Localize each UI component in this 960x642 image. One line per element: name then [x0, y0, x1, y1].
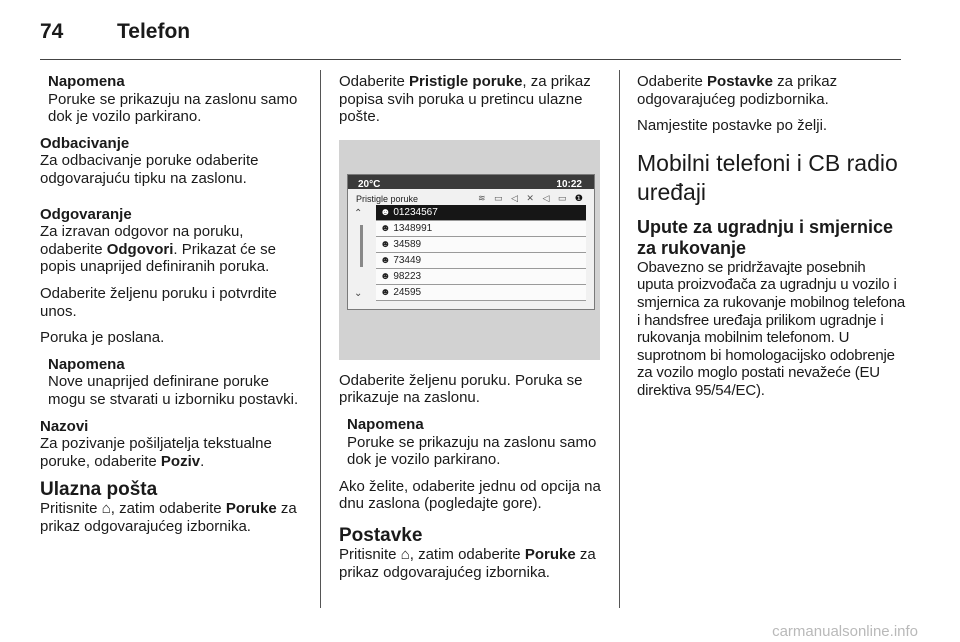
- inbox-heading: Ulazna pošta: [40, 479, 158, 501]
- inbox-intro: [339, 73, 603, 126]
- reject-heading: Odbacivanje: [40, 134, 130, 152]
- reply-text-b: . Prikazat će se popis unaprijed definiranih poruka.: [40, 240, 276, 276]
- note-text: Nove unaprijed definirane poruke mogu se stvarati u izborniku postavki.: [48, 373, 299, 408]
- clock: 10:22: [556, 178, 582, 190]
- message-sender: 34589: [393, 238, 422, 250]
- after-screen-text: Odaberite željenu poruku. Poruka se prikazuje na zaslonu.: [339, 371, 583, 407]
- scroll-up-icon[interactable]: ⌃: [354, 207, 363, 219]
- list-item[interactable]: ☻ 24595: [376, 285, 586, 301]
- display-screen: [347, 174, 595, 310]
- note-heading: Napomena: [48, 355, 125, 373]
- list-item[interactable]: ☻ 1348991: [376, 221, 586, 237]
- sent-text: Poruka je poslana.: [40, 329, 165, 347]
- list-item[interactable]: ☻ 01234567: [376, 205, 586, 221]
- page-header: [0, 0, 960, 60]
- list-item[interactable]: ☻ 73449: [376, 253, 586, 269]
- note-parked: [48, 73, 302, 126]
- adjust-text: Namjestite postavke po želji.: [637, 117, 828, 135]
- inbox-text-c: za prikaz odgovarajućeg izbornika.: [40, 500, 297, 535]
- installation-text: Obavezno se pridržavajte posebnih uputa proizvođača za ugradnju u vozilo i smjernica za rukovanje mobilnog telefona i handsfree uređaja prilikom ugradnje i rukovanja mobilnim telefonom. U suprotnom bi homologacijsko odobrenje za vozilo moglo postati nevažeće (EU direktiva 95/54/EC).: [637, 258, 905, 399]
- bluetooth-icon: ❶: [574, 192, 586, 203]
- column-2: [339, 73, 603, 590]
- select-text: Odaberite željenu poruku i potvrdite unos.: [40, 284, 277, 320]
- home-icon: ⌂: [101, 500, 111, 518]
- settings-bold: Poruke: [524, 545, 576, 563]
- inbox-screen-illustration: [339, 140, 600, 360]
- screen-title-bar: [348, 189, 594, 204]
- intro-bold: Pristigle poruke: [409, 73, 523, 90]
- message-sender: 24595: [393, 286, 422, 298]
- settings-text-a: Pritisnite: [339, 545, 401, 563]
- list-item[interactable]: ☻ 98223: [376, 269, 586, 285]
- p1-a: Odaberite: [637, 73, 708, 90]
- temperature: 20°C: [358, 178, 381, 190]
- note-heading: Napomena: [347, 415, 424, 433]
- settings-text: [339, 546, 603, 581]
- page-number: 74: [40, 20, 64, 43]
- message-list: [376, 205, 586, 301]
- header-rule: [40, 59, 901, 60]
- reject-text: Za odbacivanje poruke odaberite odgovarajuću tipku na zaslonu.: [40, 152, 259, 187]
- options-text: Ako želite, odaberite jednu od opcija na dnu zaslona (pogledajte gore).: [339, 477, 601, 513]
- watermark: carmanualsonline.info: [772, 623, 918, 640]
- screen-status-bar: [348, 175, 594, 189]
- note-heading: Napomena: [48, 73, 125, 90]
- column-1: [40, 73, 302, 544]
- note-text: Poruke se prikazuju na zaslonu samo dok je vozilo parkirano.: [347, 433, 597, 469]
- inbox-bold: Poruke: [225, 500, 277, 518]
- inbox-text-a: Pritisnite: [40, 500, 102, 518]
- home-icon: ⌂: [400, 545, 410, 563]
- settings-text-c: za prikaz odgovarajućeg izbornika.: [339, 545, 596, 581]
- column-divider-1: [320, 70, 321, 608]
- installation-heading: Upute za ugradnju i smjernice za rukovanje: [637, 216, 894, 258]
- reply-text-a: Za izravan odgovor na poruku, odaberite: [40, 223, 244, 258]
- scroll-down-icon[interactable]: ⌄: [354, 287, 363, 299]
- message-sender: 98223: [393, 270, 422, 282]
- settings-text-b: , zatim odaberite: [409, 545, 525, 563]
- list-item[interactable]: ☻ 34589: [376, 237, 586, 253]
- message-sender: 73449: [393, 254, 422, 266]
- column-divider-2: [619, 70, 620, 608]
- message-sender: 1348991: [393, 222, 433, 234]
- call-text: [40, 435, 302, 470]
- inbox-text: [40, 500, 302, 535]
- call-text-a: Za pozivanje pošiljatelja tekstualne poruke, odaberite: [40, 435, 272, 470]
- intro-a: Odaberite: [339, 73, 410, 90]
- note-text: Poruke se prikazuju na zaslonu samo dok je vozilo parkirano.: [48, 90, 298, 126]
- scrollbar[interactable]: [360, 225, 363, 267]
- screen-title: Pristigle poruke: [356, 193, 419, 204]
- call-text-b: .: [200, 452, 205, 470]
- p1-b: za prikaz odgovarajućeg podizbornika.: [637, 73, 838, 108]
- settings-heading: Postavke: [339, 524, 423, 546]
- intro-b: , za prikaz popisa svih poruka u pretincu ulazne pošte.: [339, 73, 591, 126]
- call-bold: Poziv: [160, 452, 201, 470]
- mobile-phones-heading: Mobilni telefoni i CB radio uređaji: [637, 149, 898, 205]
- note-parked-2: [347, 416, 603, 469]
- reply-text: [40, 223, 302, 276]
- page-title: Telefon: [117, 20, 191, 43]
- reply-heading: Odgovaranje: [40, 205, 132, 223]
- settings-submenu-text: [637, 73, 905, 108]
- reply-bold: Odgovori: [106, 240, 174, 258]
- column-3: [637, 73, 905, 409]
- call-heading: Nazovi: [40, 417, 89, 435]
- inbox-text-b: , zatim odaberite: [110, 500, 226, 518]
- message-sender: 01234567: [393, 206, 438, 218]
- p1-bold: Postavke: [707, 73, 773, 90]
- status-icons-text: ≋ ▭ ◁ ✕ ◁ ▭: [477, 192, 570, 203]
- note-predefined: [48, 356, 302, 409]
